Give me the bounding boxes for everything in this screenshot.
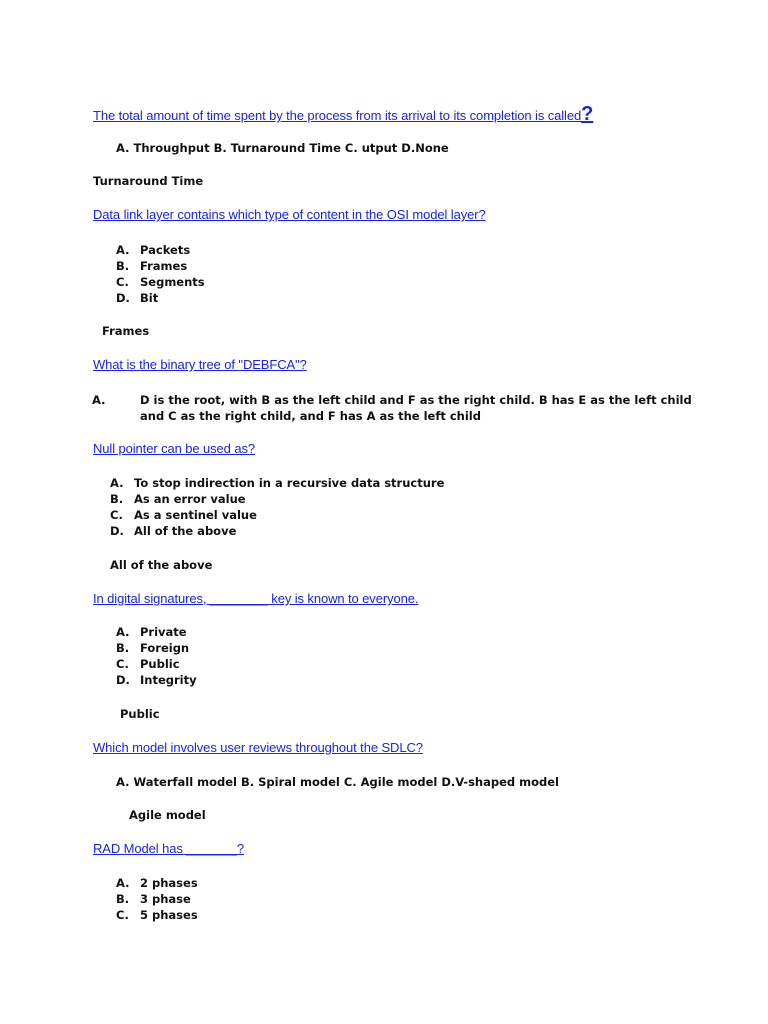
question-2-option-b: B. Frames <box>116 259 188 273</box>
question-1-text: The total amount of time spent by the process from its arrival to its completion is called <box>93 108 582 123</box>
question-4-option-b: B. As an error value <box>110 492 246 506</box>
question-7-option-c: C. 5 phases <box>116 908 198 922</box>
question-7-option-a: A. 2 phases <box>116 876 198 890</box>
question-7-option-b: B. 3 phase <box>116 892 191 906</box>
question-2-option-d: D. Bit <box>116 291 159 305</box>
question-5-option-b: B. Foreign <box>116 641 190 655</box>
answer-blank: ________ <box>209 591 268 606</box>
question-7[interactable]: RAD Model has _______? <box>93 841 245 856</box>
question-4[interactable]: Null pointer can be used as? <box>93 441 255 456</box>
question-2-answer: Frames <box>102 324 150 338</box>
question-3[interactable]: What is the binary tree of "DEBFCA"? <box>93 357 307 372</box>
question-6[interactable]: Which model involves user reviews throughout the SDLC? <box>93 740 423 755</box>
question-6-options: A. Waterfall model B. Spiral model C. Agile model D.V-shaped model <box>116 775 559 789</box>
question-1-options: A. Throughput B. Turnaround Time C. utput D.None <box>116 141 449 155</box>
question-1[interactable] <box>93 103 593 126</box>
question-5-answer: Public <box>120 707 160 721</box>
question-1-answer: Turnaround Time <box>93 174 204 188</box>
question-2-option-a: A. Packets <box>116 243 191 257</box>
question-5-option-c: C. Public <box>116 657 180 671</box>
question-mark: ? <box>581 103 594 125</box>
question-4-answer: All of the above <box>110 558 213 572</box>
question-5-option-d: D. Integrity <box>116 673 197 687</box>
question-4-option-a: A. To stop indirection in a recursive data structure <box>110 476 445 490</box>
question-2[interactable]: Data link layer contains which type of content in the OSI model layer? <box>93 207 486 222</box>
question-6-answer: Agile model <box>129 808 206 822</box>
question-4-option-d: D. All of the above <box>110 524 237 538</box>
question-2-option-c: C. Segments <box>116 275 205 289</box>
answer-blank: _______ <box>186 841 237 856</box>
question-3-option-a: A. D is the root, with B as the left child and F as the right child. B has E as the left child and C as the right child, and F has A as the left child <box>92 393 692 423</box>
question-5-option-a: A. Private <box>116 625 187 639</box>
question-5[interactable]: In digital signatures, ________ key is known to everyone. <box>93 591 419 606</box>
question-4-option-c: C. As a sentinel value <box>110 508 257 522</box>
